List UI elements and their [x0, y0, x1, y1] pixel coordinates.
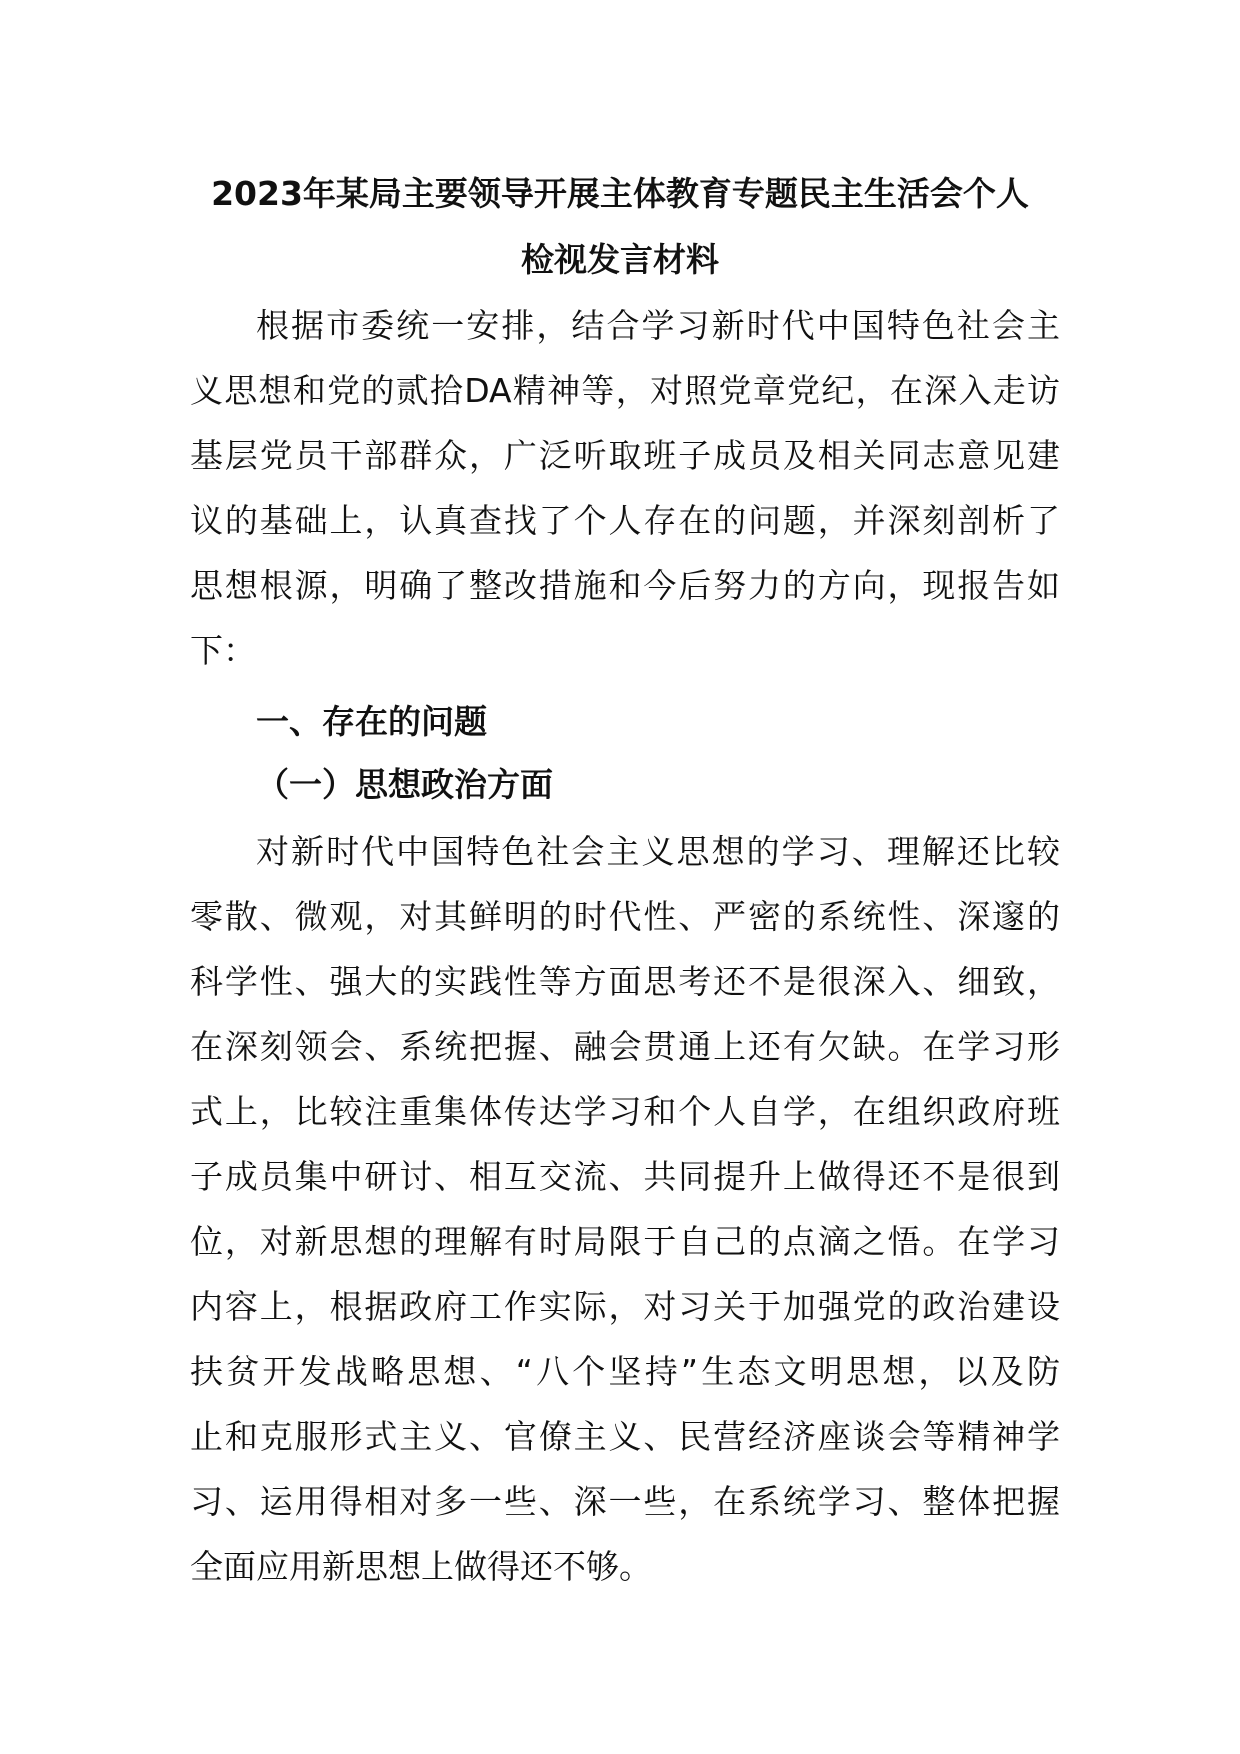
body-line: 科学性、强大的实践性等方面思考还不是很深入、细致，	[190, 962, 1060, 1001]
body-line: 习、运用得相对多一些、深一些，在系统学习、整体把握	[190, 1482, 1060, 1521]
intro-line: 思想根源，明确了整改措施和今后努力的方向，现报告如	[190, 566, 1060, 605]
body-line: 止和克服形式主义、官僚主义、民营经济座谈会等精神学	[190, 1417, 1060, 1456]
section-heading: 一、存在的问题	[256, 702, 487, 741]
intro-line: 基层党员干部群众，广泛听取班子成员及相关同志意见建	[190, 436, 1060, 475]
body-line: 零散、微观，对其鲜明的时代性、严密的系统性、深邃的	[190, 897, 1060, 936]
intro-line: 下：	[190, 631, 256, 670]
body-line: 全面应用新思想上做得还不够。	[190, 1547, 652, 1586]
document-title-line-1: 2023年某局主要领导开展主体教育专题民主生活会个人	[211, 174, 1029, 213]
body-line: 内容上，根据政府工作实际，对习关于加强党的政治建设	[190, 1287, 1060, 1326]
intro-line: 义思想和党的贰拾DA精神等，对照党章党纪，在深入走访	[190, 371, 1060, 410]
body-line: 对新时代中国特色社会主义思想的学习、理解还比较	[256, 832, 1060, 871]
body-line: 子成员集中研讨、相互交流、共同提升上做得还不是很到	[190, 1157, 1060, 1196]
intro-line: 根据市委统一安排，结合学习新时代中国特色社会主	[256, 306, 1060, 345]
subsection-heading: （一）思想政治方面	[256, 765, 553, 804]
document-title-line-2: 检视发言材料	[521, 240, 719, 279]
body-line: 位，对新思想的理解有时局限于自己的点滴之悟。在学习	[190, 1222, 1060, 1261]
body-line: 扶贫开发战略思想、“八个坚持”生态文明思想，以及防	[190, 1352, 1060, 1391]
body-line: 式上，比较注重集体传达学习和个人自学，在组织政府班	[190, 1092, 1060, 1131]
body-line: 在深刻领会、系统把握、融会贯通上还有欠缺。在学习形	[190, 1027, 1060, 1066]
intro-line: 议的基础上，认真查找了个人存在的问题，并深刻剖析了	[190, 501, 1060, 540]
